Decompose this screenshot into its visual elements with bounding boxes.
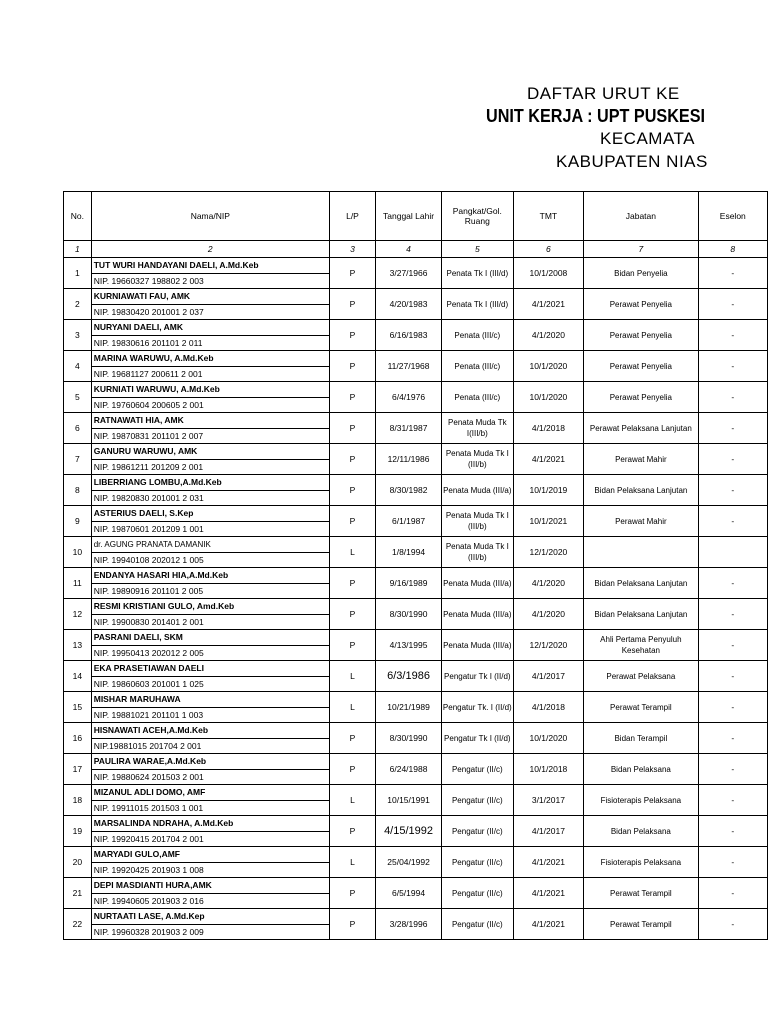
cell-no: 19 <box>64 816 92 847</box>
cell-no: 15 <box>64 692 92 723</box>
cell-jabatan: Bidan Pelaksana Lanjutan <box>584 599 698 630</box>
cell-eselon: - <box>698 289 767 320</box>
cell-lp: P <box>329 599 375 630</box>
cell-lp: P <box>329 475 375 506</box>
cell-jabatan: Bidan Pelaksana <box>584 754 698 785</box>
cell-pangkat: Pengatur (II/c) <box>441 909 513 940</box>
cell-no: 14 <box>64 661 92 692</box>
cell-nip: NIP. 19940605 201903 2 016 <box>91 893 329 909</box>
cell-nip: NIP. 19820830 201001 2 031 <box>91 490 329 506</box>
cell-tmt: 4/1/2018 <box>513 692 584 723</box>
cell-lp: P <box>329 754 375 785</box>
cell-no: 21 <box>64 878 92 909</box>
table-row <box>64 754 768 770</box>
table-row <box>64 475 768 491</box>
col-number: 4 <box>376 241 442 258</box>
cell-eselon: - <box>698 847 767 878</box>
cell-tanggal-lahir: 10/21/1989 <box>376 692 442 723</box>
cell-tmt: 10/1/2008 <box>513 258 584 289</box>
table-row <box>64 320 768 336</box>
cell-jabatan: Perawat Terampil <box>584 692 698 723</box>
cell-lp: P <box>329 878 375 909</box>
table-row <box>64 289 768 305</box>
cell-eselon: - <box>698 382 767 413</box>
cell-tanggal-lahir: 6/5/1994 <box>376 878 442 909</box>
table-row <box>64 909 768 925</box>
cell-nip: NIP.19881015 201704 2 001 <box>91 738 329 754</box>
cell-no: 2 <box>64 289 92 320</box>
title-line-4 <box>0 152 768 176</box>
column-number-row <box>64 241 768 258</box>
cell-lp: P <box>329 568 375 599</box>
cell-jabatan: Perawat Pelaksana <box>584 661 698 692</box>
cell-eselon: - <box>698 506 767 537</box>
cell-name: PAULIRA WARAE,A.Md.Keb <box>91 754 329 770</box>
cell-tmt: 4/1/2020 <box>513 568 584 599</box>
table-row <box>64 847 768 863</box>
col-header-tmt: TMT <box>513 192 584 241</box>
cell-name: HISNAWATI ACEH,A.Md.Keb <box>91 723 329 739</box>
cell-eselon: - <box>698 661 767 692</box>
cell-lp: L <box>329 537 375 568</box>
cell-eselon: - <box>698 785 767 816</box>
cell-tanggal-lahir: 11/27/1968 <box>376 351 442 382</box>
cell-tanggal-lahir: 9/16/1989 <box>376 568 442 599</box>
cell-eselon: - <box>698 816 767 847</box>
cell-name: DEPI MASDIANTI HURA,AMK <box>91 878 329 894</box>
cell-name: LIBERRIANG LOMBU,A.Md.Keb <box>91 475 329 491</box>
cell-name: MARSALINDA NDRAHA, A.Md.Keb <box>91 816 329 832</box>
cell-eselon <box>698 537 767 568</box>
cell-eselon: - <box>698 723 767 754</box>
cell-tmt: 10/1/2020 <box>513 723 584 754</box>
cell-pangkat: Pengatur (II/c) <box>441 785 513 816</box>
cell-pangkat: Penata Muda (III/a) <box>441 475 513 506</box>
table-row <box>64 537 768 553</box>
cell-nip: NIP. 19870601 201209 1 001 <box>91 521 329 537</box>
cell-eselon: - <box>698 599 767 630</box>
cell-no: 11 <box>64 568 92 599</box>
cell-jabatan: Perawat Penyelia <box>584 289 698 320</box>
cell-pangkat: Penata Muda Tk I (III/b) <box>441 506 513 537</box>
cell-tanggal-lahir: 12/11/1986 <box>376 444 442 475</box>
cell-tmt: 4/1/2021 <box>513 289 584 320</box>
cell-lp: P <box>329 909 375 940</box>
cell-lp: P <box>329 413 375 444</box>
cell-name: MARYADI GULO,AMF <box>91 847 329 863</box>
cell-tanggal-lahir: 8/31/1987 <box>376 413 442 444</box>
cell-no: 9 <box>64 506 92 537</box>
cell-nip: NIP. 19960328 201903 2 009 <box>91 924 329 940</box>
cell-jabatan: Perawat Mahir <box>584 506 698 537</box>
cell-lp: L <box>329 692 375 723</box>
cell-name: PASRANI DAELI, SKM <box>91 630 329 646</box>
cell-no: 7 <box>64 444 92 475</box>
cell-jabatan: Perawat Pelaksana Lanjutan <box>584 413 698 444</box>
cell-no: 6 <box>64 413 92 444</box>
cell-pangkat: Pengatur (II/c) <box>441 847 513 878</box>
cell-name: RESMI KRISTIANI GULO, Amd.Keb <box>91 599 329 615</box>
cell-tanggal-lahir: 4/20/1983 <box>376 289 442 320</box>
cell-eselon: - <box>698 413 767 444</box>
cell-tanggal-lahir: 6/16/1983 <box>376 320 442 351</box>
cell-lp: P <box>329 506 375 537</box>
cell-nip: NIP. 19681127 200611 2 001 <box>91 366 329 382</box>
cell-eselon: - <box>698 568 767 599</box>
cell-tanggal-lahir: 8/30/1990 <box>376 599 442 630</box>
cell-no: 1 <box>64 258 92 289</box>
col-header-nama-nip: Nama/NIP <box>91 192 329 241</box>
cell-lp: L <box>329 661 375 692</box>
cell-pangkat: Penata Muda (III/a) <box>441 568 513 599</box>
cell-nip: NIP. 19890916 201101 2 005 <box>91 583 329 599</box>
cell-pangkat: Pengatur Tk I (II/d) <box>441 661 513 692</box>
cell-nip: NIP. 19911015 201503 1 001 <box>91 800 329 816</box>
cell-no: 8 <box>64 475 92 506</box>
cell-tmt: 4/1/2020 <box>513 599 584 630</box>
col-number: 1 <box>64 241 92 258</box>
cell-tanggal-lahir: 25/04/1992 <box>376 847 442 878</box>
cell-name: KURNIATI WARUWU, A.Md.Keb <box>91 382 329 398</box>
cell-pangkat: Penata Tk I (III/d) <box>441 258 513 289</box>
cell-eselon: - <box>698 692 767 723</box>
table-row <box>64 506 768 522</box>
cell-tanggal-lahir: 1/8/1994 <box>376 537 442 568</box>
cell-tanggal-lahir: 6/3/1986 <box>376 661 442 692</box>
cell-name: NURYANI DAELI, AMK <box>91 320 329 336</box>
cell-no: 18 <box>64 785 92 816</box>
cell-nip: NIP. 19760604 200605 2 001 <box>91 397 329 413</box>
cell-lp: P <box>329 816 375 847</box>
title-text-3: KECAMATA <box>600 129 695 148</box>
cell-jabatan: Perawat Mahir <box>584 444 698 475</box>
table-row <box>64 630 768 646</box>
cell-lp: P <box>329 444 375 475</box>
cell-name: MARINA WARUWU, A.Md.Keb <box>91 351 329 367</box>
cell-jabatan: Fisioterapis Pelaksana <box>584 785 698 816</box>
col-header-pangkat: Pangkat/Gol. Ruang <box>441 192 513 241</box>
cell-no: 16 <box>64 723 92 754</box>
cell-tmt: 3/1/2017 <box>513 785 584 816</box>
cell-lp: P <box>329 289 375 320</box>
cell-tmt: 10/1/2020 <box>513 351 584 382</box>
cell-nip: NIP. 19900830 201401 2 001 <box>91 614 329 630</box>
cell-nip: NIP. 19870831 201101 2 007 <box>91 428 329 444</box>
cell-nip: NIP. 19861211 201209 2 001 <box>91 459 329 475</box>
cell-pangkat: Penata Muda Tk I (III/b) <box>441 444 513 475</box>
cell-lp: P <box>329 320 375 351</box>
cell-no: 5 <box>64 382 92 413</box>
cell-jabatan: Fisioterapis Pelaksana <box>584 847 698 878</box>
table-row <box>64 413 768 429</box>
cell-name: RATNAWATI HIA, AMK <box>91 413 329 429</box>
title-line-3 <box>0 129 768 153</box>
cell-name: ENDANYA HASARI HIA,A.Md.Keb <box>91 568 329 584</box>
title-line-1 <box>0 84 768 108</box>
cell-eselon: - <box>698 258 767 289</box>
cell-tanggal-lahir: 8/30/1990 <box>376 723 442 754</box>
col-header-no: No. <box>64 192 92 241</box>
cell-pangkat: Pengatur (II/c) <box>441 816 513 847</box>
cell-lp: P <box>329 382 375 413</box>
header-row <box>64 192 768 241</box>
col-header-lp: L/P <box>329 192 375 241</box>
cell-pangkat: Penata Muda (III/a) <box>441 599 513 630</box>
cell-name: ASTERIUS DAELI, S.Kep <box>91 506 329 522</box>
cell-jabatan: Perawat Penyelia <box>584 351 698 382</box>
cell-pangkat: Pengatur Tk I (II/d) <box>441 723 513 754</box>
cell-no: 22 <box>64 909 92 940</box>
title-text-1: DAFTAR URUT KE <box>527 84 680 103</box>
table-row <box>64 816 768 832</box>
cell-name: KURNIAWATI FAU, AMK <box>91 289 329 305</box>
cell-lp: L <box>329 785 375 816</box>
table-row <box>64 723 768 739</box>
cell-eselon: - <box>698 909 767 940</box>
cell-nip: NIP. 19660327 198802 2 003 <box>91 273 329 289</box>
employee-table <box>63 191 768 940</box>
cell-name: TUT WURI HANDAYANI DAELI, A.Md.Keb <box>91 258 329 274</box>
cell-tmt: 12/1/2020 <box>513 630 584 661</box>
cell-tmt: 4/1/2017 <box>513 816 584 847</box>
cell-no: 13 <box>64 630 92 661</box>
cell-nip: NIP. 19860603 201001 1 025 <box>91 676 329 692</box>
cell-pangkat: Penata Muda Tk I (III/b) <box>441 537 513 568</box>
cell-jabatan: Bidan Pelaksana Lanjutan <box>584 568 698 599</box>
cell-tmt: 4/1/2021 <box>513 909 584 940</box>
cell-pangkat: Pengatur Tk. I (II/d) <box>441 692 513 723</box>
cell-jabatan: Bidan Terampil <box>584 723 698 754</box>
col-number: 5 <box>441 241 513 258</box>
cell-no: 20 <box>64 847 92 878</box>
cell-tmt: 10/1/2021 <box>513 506 584 537</box>
cell-jabatan: Bidan Penyelia <box>584 258 698 289</box>
cell-tmt: 4/1/2021 <box>513 444 584 475</box>
table-row <box>64 599 768 615</box>
cell-tmt: 12/1/2020 <box>513 537 584 568</box>
cell-jabatan: Perawat Penyelia <box>584 382 698 413</box>
cell-lp: P <box>329 351 375 382</box>
col-number: 8 <box>698 241 767 258</box>
cell-pangkat: Penata (III/c) <box>441 351 513 382</box>
cell-tmt: 10/1/2019 <box>513 475 584 506</box>
table-row <box>64 878 768 894</box>
cell-tanggal-lahir: 3/27/1966 <box>376 258 442 289</box>
cell-jabatan: Perawat Terampil <box>584 878 698 909</box>
cell-eselon: - <box>698 444 767 475</box>
cell-tanggal-lahir: 4/13/1995 <box>376 630 442 661</box>
col-number: 2 <box>91 241 329 258</box>
cell-nip: NIP. 19880624 201503 2 001 <box>91 769 329 785</box>
cell-name: GANURU WARUWU, AMK <box>91 444 329 460</box>
col-header-tanggal-lahir: Tanggal Lahir <box>376 192 442 241</box>
cell-eselon: - <box>698 754 767 785</box>
table-row <box>64 382 768 398</box>
cell-nip: NIP. 19830420 201001 2 037 <box>91 304 329 320</box>
cell-eselon: - <box>698 630 767 661</box>
cell-tmt: 10/1/2020 <box>513 382 584 413</box>
cell-jabatan: Perawat Terampil <box>584 909 698 940</box>
cell-tanggal-lahir: 10/15/1991 <box>376 785 442 816</box>
cell-eselon: - <box>698 878 767 909</box>
cell-name: EKA PRASETIAWAN DAELI <box>91 661 329 677</box>
cell-jabatan <box>584 537 698 568</box>
table-row <box>64 258 768 274</box>
table-row <box>64 351 768 367</box>
cell-tanggal-lahir: 6/1/1987 <box>376 506 442 537</box>
cell-tanggal-lahir: 6/24/1988 <box>376 754 442 785</box>
table-row <box>64 444 768 460</box>
cell-tmt: 4/1/2017 <box>513 661 584 692</box>
table-row <box>64 692 768 708</box>
cell-tanggal-lahir: 4/15/1992 <box>376 816 442 847</box>
cell-tanggal-lahir: 6/4/1976 <box>376 382 442 413</box>
cell-lp: P <box>329 630 375 661</box>
cell-pangkat: Penata (III/c) <box>441 320 513 351</box>
cell-name: MIZANUL ADLI DOMO, AMF <box>91 785 329 801</box>
col-number: 6 <box>513 241 584 258</box>
table-row <box>64 568 768 584</box>
table-row <box>64 661 768 677</box>
cell-jabatan: Bidan Pelaksana <box>584 816 698 847</box>
cell-no: 10 <box>64 537 92 568</box>
title-text-2: UNIT KERJA : UPT PUSKESI <box>486 106 706 126</box>
cell-eselon: - <box>698 320 767 351</box>
cell-lp: L <box>329 847 375 878</box>
cell-pangkat: Pengatur (II/c) <box>441 878 513 909</box>
cell-pangkat: Penata Muda Tk I(III/b) <box>441 413 513 444</box>
cell-eselon: - <box>698 475 767 506</box>
title-text-4: KABUPATEN NIAS <box>556 152 708 171</box>
cell-nip: NIP. 19920425 201903 1 008 <box>91 862 329 878</box>
cell-tmt: 4/1/2021 <box>513 878 584 909</box>
cell-jabatan: Perawat Penyelia <box>584 320 698 351</box>
cell-tmt: 10/1/2018 <box>513 754 584 785</box>
cell-tmt: 4/1/2021 <box>513 847 584 878</box>
cell-tanggal-lahir: 8/30/1982 <box>376 475 442 506</box>
cell-lp: P <box>329 258 375 289</box>
col-number: 3 <box>329 241 375 258</box>
cell-tmt: 4/1/2020 <box>513 320 584 351</box>
col-header-jabatan: Jabatan <box>584 192 698 241</box>
col-header-eselon: Eselon <box>698 192 767 241</box>
cell-nip: NIP. 19920415 201704 2 001 <box>91 831 329 847</box>
cell-nip: NIP. 19950413 202012 2 005 <box>91 645 329 661</box>
cell-pangkat: Pengatur (II/c) <box>441 754 513 785</box>
cell-pangkat: Penata Tk I (III/d) <box>441 289 513 320</box>
cell-name: dr. AGUNG PRANATA DAMANIK <box>91 537 329 553</box>
cell-no: 12 <box>64 599 92 630</box>
table-row <box>64 785 768 801</box>
table-body <box>64 258 768 940</box>
cell-nip: NIP. 19830616 201101 2 011 <box>91 335 329 351</box>
cell-lp: P <box>329 723 375 754</box>
cell-jabatan: Ahli Pertama Penyuluh Kesehatan <box>584 630 698 661</box>
cell-tanggal-lahir: 3/28/1996 <box>376 909 442 940</box>
cell-name: MISHAR MARUHAWA <box>91 692 329 708</box>
cell-pangkat: Penata (III/c) <box>441 382 513 413</box>
cell-nip: NIP. 19881021 201101 1 003 <box>91 707 329 723</box>
cell-pangkat: Penata Muda (III/a) <box>441 630 513 661</box>
cell-eselon: - <box>698 351 767 382</box>
cell-tmt: 4/1/2018 <box>513 413 584 444</box>
cell-no: 3 <box>64 320 92 351</box>
cell-no: 4 <box>64 351 92 382</box>
col-number: 7 <box>584 241 698 258</box>
cell-no: 17 <box>64 754 92 785</box>
cell-nip: NIP. 19940108 202012 1 005 <box>91 552 329 568</box>
cell-name: NURTAATI LASE, A.Md.Kep <box>91 909 329 925</box>
cell-jabatan: Bidan Pelaksana Lanjutan <box>584 475 698 506</box>
